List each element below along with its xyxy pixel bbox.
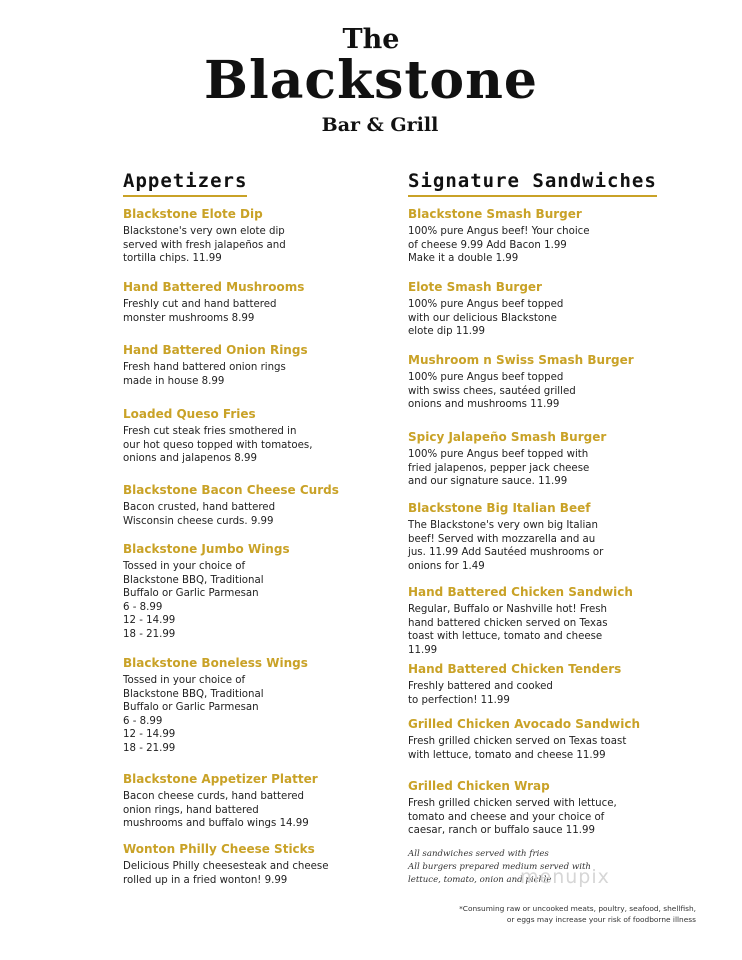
menu-item-name: Wonton Philly Cheese Sticks: [123, 842, 315, 856]
menu-item-description: Tossed in your choice of Blackstone BBQ, Traditional Buffalo or Garlic Parmesan 6 - 8.99 12 - 14.99 18 - 21.99: [123, 675, 264, 754]
menu-item-description: 100% pure Angus beef topped with swiss chees, sautéed grilled onions and mushrooms 11.99: [408, 372, 576, 411]
menu-item: [408, 501, 603, 573]
menu-item-description: The Blackstone's very own big Italian beef! Served with mozzarella and au jus. 11.99 Add Sautéed mushrooms or onions for 1.49: [408, 520, 604, 572]
menu-item-name: Elote Smash Burger: [408, 280, 542, 294]
menu-item-name: Grilled Chicken Wrap: [408, 779, 550, 793]
menu-item: [123, 842, 329, 887]
menu-item-description: Blackstone's very own elote dip served with fresh jalapeños and tortilla chips. 11.99: [123, 226, 286, 265]
menu-item-name: Spicy Jalapeño Smash Burger: [408, 430, 607, 444]
menu-item: [123, 207, 286, 266]
sandwiches-heading: Signature Sandwiches: [408, 170, 657, 197]
menu-item-description: Fresh grilled chicken served on Texas toast with lettuce, tomato and cheese 11.99: [408, 736, 627, 761]
menu-item-name: Hand Battered Onion Rings: [123, 343, 308, 357]
menu-item: [408, 585, 633, 657]
menu-item-description: Fresh cut steak fries smothered in our hot queso topped with tomatoes, onions and jalapenos 8.99: [123, 426, 313, 465]
menu-item-name: Hand Battered Chicken Tenders: [408, 662, 622, 676]
menu-item: [123, 483, 339, 528]
menu-item-description: Bacon cheese curds, hand battered onion rings, hand battered mushrooms and buffalo wings 14.99: [123, 791, 309, 830]
menu-item: [123, 407, 312, 466]
disclaimer-line: or eggs may increase your risk of foodborne illness: [506, 915, 696, 924]
menu-item-description: Tossed in your choice of Blackstone BBQ, Traditional Buffalo or Garlic Parmesan 6 - 8.99 12 - 14.99 18 - 21.99: [123, 561, 264, 640]
menu-item-name: Blackstone Smash Burger: [408, 207, 582, 221]
food-safety-disclaimer: [459, 903, 696, 925]
menu-item-name: Mushroom n Swiss Smash Burger: [408, 353, 634, 367]
menu-item-description: 100% pure Angus beef topped with our delicious Blackstone elote dip 11.99: [408, 299, 564, 338]
menu-item-name: Blackstone Bacon Cheese Curds: [123, 483, 339, 497]
menu-item: [408, 353, 634, 412]
restaurant-subtitle: Bar & Grill: [321, 114, 439, 136]
menu-item-name: Hand Battered Chicken Sandwich: [408, 585, 633, 599]
menu-item: [123, 542, 290, 642]
menupix-watermark: menupix: [520, 866, 610, 888]
menu-item-name: Hand Battered Mushrooms: [123, 280, 305, 294]
menu-item: [123, 772, 318, 831]
disclaimer-line: *Consuming raw or uncooked meats, poultry, seafood, shellfish,: [459, 904, 696, 913]
menu-item: [408, 662, 621, 707]
appetizers-heading: Appetizers: [123, 170, 247, 197]
menu-item-name: Blackstone Big Italian Beef: [408, 501, 591, 515]
menu-item-description: Regular, Buffalo or Nashville hot! Fresh hand battered chicken served on Texas toast with lettuce, tomato and cheese 11.99: [408, 604, 608, 656]
menu-item: [123, 280, 304, 325]
restaurant-title-the: The: [342, 24, 400, 55]
restaurant-name: Blackstone: [204, 50, 538, 111]
menu-item-name: Blackstone Elote Dip: [123, 207, 263, 221]
menu-item: [123, 656, 308, 756]
menu-item-description: Bacon crusted, hand battered Wisconsin cheese curds. 9.99: [123, 502, 276, 527]
menu-item-description: Freshly cut and hand battered monster mushrooms 8.99: [123, 299, 277, 324]
note-line: lettuce, tomato, onion and pickle: [408, 875, 552, 885]
note-line: All burgers prepared medium served with: [408, 862, 591, 872]
menu-item-description: 100% pure Angus beef topped with fried jalapenos, pepper jack cheese and our signature sauce. 11.99: [408, 449, 590, 488]
menu-item: [408, 717, 640, 762]
menu-item: [123, 343, 308, 388]
menu-item-name: Loaded Queso Fries: [123, 407, 256, 421]
menu-item: [408, 779, 617, 838]
menu-item-description: Delicious Philly cheesesteak and cheese rolled up in a fried wonton! 9.99: [123, 861, 329, 886]
menu-item-description: Fresh grilled chicken served with lettuce, tomato and cheese and your choice of caesar, ranch or buffalo sauce 11.99: [408, 798, 617, 837]
menu-item: [408, 207, 590, 266]
menu-item: [408, 430, 606, 489]
menu-item-description: Fresh hand battered onion rings made in house 8.99: [123, 362, 286, 387]
menu-item-name: Blackstone Jumbo Wings: [123, 542, 290, 556]
note-line: All sandwiches served with fries: [408, 849, 549, 859]
menu-item-name: Grilled Chicken Avocado Sandwich: [408, 717, 640, 731]
menu-item: [408, 280, 563, 339]
menu-item-description: 100% pure Angus beef! Your choice of cheese 9.99 Add Bacon 1.99 Make it a double 1.99: [408, 226, 590, 265]
menu-item-name: Blackstone Boneless Wings: [123, 656, 308, 670]
menu-item-name: Blackstone Appetizer Platter: [123, 772, 318, 786]
menu-item-description: Freshly battered and cooked to perfection! 11.99: [408, 681, 553, 706]
